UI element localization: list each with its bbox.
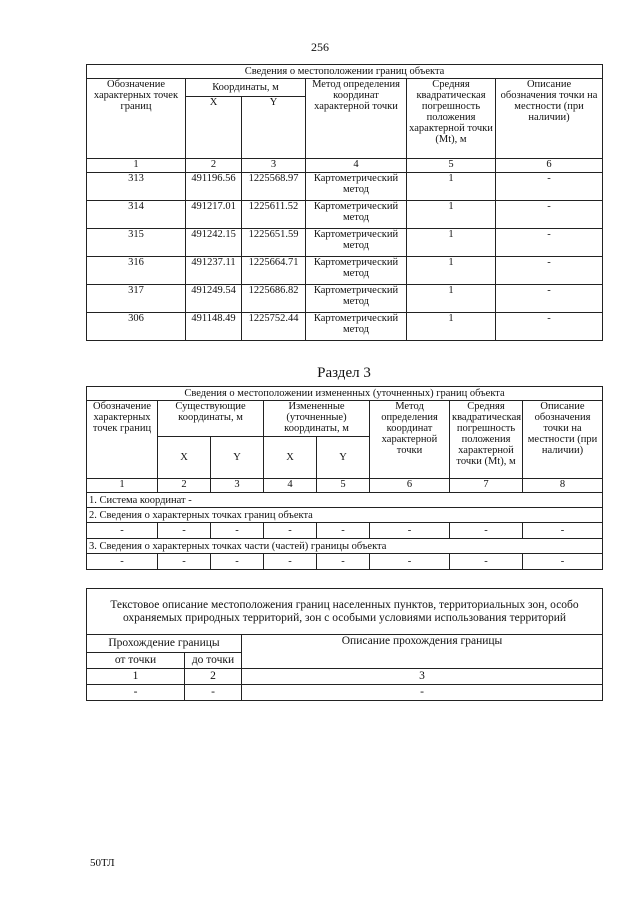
method: Картометрический метод [306,313,407,341]
object-boundaries-table [86,64,603,341]
column-numbers-row [87,159,603,173]
column-number: 2 [186,159,242,173]
section-title: Раздел 3 [317,365,371,381]
coord-y: 1225686.82 [242,285,306,313]
error: 1 [407,201,496,229]
empty-cell: - [317,523,370,539]
header-designation: Обозначение характерных точек границ [87,401,158,479]
point-id: 313 [87,173,186,201]
table-row [87,173,603,201]
method: Картометрический метод [306,201,407,229]
page-number: 256 [311,40,329,54]
footer-code: 50ТЛ [90,857,115,869]
coord-y: 1225651.59 [242,229,306,257]
empty-cell: - [87,554,158,570]
table-row [87,554,603,570]
column-number: 3 [211,479,264,493]
header-x: X [158,437,211,479]
table-title: Сведения о местоположении границ объекта [87,65,603,79]
column-number: 2 [158,479,211,493]
empty-cell: - [211,523,264,539]
table-row [87,201,603,229]
header-error: Средняя квадратическая погрешность положения характерной точки (Mt), м [407,79,496,159]
empty-cell: - [264,554,317,570]
empty-cell: - [264,523,317,539]
empty-cell: - [87,685,185,701]
table-title: Сведения о местоположении измененных (уточненных) границ объекта [87,387,603,401]
text-description-table [86,588,603,701]
empty-cell: - [158,554,211,570]
header-to-point: до точки [185,653,242,669]
column-number: 1 [87,159,186,173]
empty-cell: - [158,523,211,539]
description: - [496,173,603,201]
description: - [496,285,603,313]
table-row [87,285,603,313]
empty-cell: - [242,685,603,701]
point-id: 306 [87,313,186,341]
empty-cell: - [370,554,450,570]
empty-cell: - [450,554,523,570]
header-y: Y [317,437,370,479]
point-id: 315 [87,229,186,257]
coord-x: 491196.56 [186,173,242,201]
header-x: X [264,437,317,479]
coord-x: 491242.15 [186,229,242,257]
header-coordinates: Координаты, м [186,79,306,97]
column-number: 5 [407,159,496,173]
point-id: 314 [87,201,186,229]
description: - [496,313,603,341]
header-existing-coordinates: Существующие координаты, м [158,401,264,437]
column-numbers-row [87,479,603,493]
changed-boundaries-table [86,386,603,570]
header-y: Y [211,437,264,479]
coord-y: 1225611.52 [242,201,306,229]
column-number: 4 [264,479,317,493]
method: Картометрический метод [306,285,407,313]
error: 1 [407,173,496,201]
header-passage-description: Описание прохождения границы [242,635,603,669]
description: - [496,201,603,229]
parts-heading-row: 3. Сведения о характерных точках части (частей) границы объекта [87,539,603,554]
column-number: 4 [306,159,407,173]
column-number: 3 [242,669,603,685]
coordinate-system-row: 1. Система координат - [87,493,603,508]
column-number: 5 [317,479,370,493]
empty-cell: - [211,554,264,570]
header-description: Описание обозначения точки на местности (при наличии) [523,401,603,479]
header-method: Метод определения координат характерной точки [370,401,450,479]
table-row [87,523,603,539]
empty-cell: - [523,554,603,570]
empty-cell: - [317,554,370,570]
coord-y: 1225664.71 [242,257,306,285]
error: 1 [407,285,496,313]
table-title: Текстовое описание местоположения границ населенных пунктов, территориальных зон, особо охраняемых природных территорий, зон с особыми условиями использования территорий [87,589,603,635]
column-number: 8 [523,479,603,493]
method: Картометрический метод [306,173,407,201]
column-number: 2 [185,669,242,685]
coord-y: 1225568.97 [242,173,306,201]
point-id: 317 [87,285,186,313]
header-y: Y [242,97,306,159]
empty-cell: - [523,523,603,539]
coord-x: 491148.49 [186,313,242,341]
coord-x: 491217.01 [186,201,242,229]
method: Картометрический метод [306,257,407,285]
description: - [496,257,603,285]
empty-cell: - [450,523,523,539]
column-number: 1 [87,669,185,685]
table-row [87,257,603,285]
error: 1 [407,257,496,285]
empty-cell: - [370,523,450,539]
header-x: X [186,97,242,159]
column-number: 1 [87,479,158,493]
column-number: 7 [450,479,523,493]
point-id: 316 [87,257,186,285]
error: 1 [407,313,496,341]
coord-x: 491237.11 [186,257,242,285]
method: Картометрический метод [306,229,407,257]
description: - [496,229,603,257]
points-heading-row: 2. Сведения о характерных точках границ объекта [87,508,603,523]
empty-cell: - [87,523,158,539]
error: 1 [407,229,496,257]
header-passage: Прохождение границы [87,635,242,653]
coord-y: 1225752.44 [242,313,306,341]
table-row [87,685,603,701]
column-number: 6 [496,159,603,173]
empty-cell: - [185,685,242,701]
column-number: 3 [242,159,306,173]
column-numbers-row [87,669,603,685]
header-from-point: от точки [87,653,185,669]
header-description: Описание обозначения точки на местности (при наличии) [496,79,603,159]
coord-x: 491249.54 [186,285,242,313]
column-number: 6 [370,479,450,493]
header-method: Метод определения координат характерной точки [306,79,407,159]
table-row [87,229,603,257]
header-changed-coordinates: Измененные (уточненные) координаты, м [264,401,370,437]
header-error: Средняя квадратическая погрешность положения характерной точки (Mt), м [450,401,523,479]
table-row [87,313,603,341]
header-designation: Обозначение характерных точек границ [87,79,186,159]
